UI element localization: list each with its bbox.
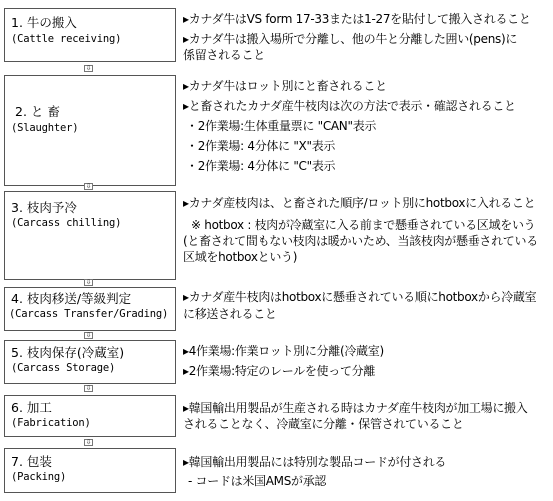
- step-title: 2. と 畜: [15, 104, 60, 119]
- step-subtitle: (Carcass chilling): [11, 217, 122, 229]
- step-subtitle: (Carcass Storage): [11, 362, 116, 374]
- description-line: ▸カナダ牛は搬入場所で分離し、他の牛と分離した囲い(pens)に: [183, 32, 518, 46]
- description-line: ▸韓国輸出用製品には特別な製品コードが付される: [183, 455, 447, 469]
- description-line: に移送されること: [183, 307, 277, 321]
- description-line: されることなく、冷蔵室に分離・保管されていること: [183, 417, 464, 431]
- step-title: 4. 枝肉移送/等級判定: [11, 291, 132, 306]
- step-title: 5. 枝肉保存(冷蔵室): [11, 345, 125, 360]
- step-title: 6. 加工: [11, 400, 52, 415]
- step-box-receiving: [4, 8, 176, 62]
- description-line: - コードは米国AMSが承認: [188, 474, 327, 488]
- step-box-packing: [4, 448, 176, 493]
- description-line: ・2作業場: 4分体に "X"表示: [186, 139, 336, 153]
- step-box-fabrication: [4, 395, 176, 437]
- step-box-slaughter: [4, 75, 176, 186]
- description-line: ▸カナダ牛はロット別にと畜されること: [183, 79, 387, 93]
- description-line: ・2作業場: 4分体に "C"表示: [186, 159, 336, 173]
- description-line: ・2作業場:生体重量票に "CAN"表示: [186, 119, 377, 133]
- down-arrow-icon: ⇩: [85, 64, 92, 72]
- down-arrow-icon: ⇩: [85, 182, 92, 190]
- description-line: ▸カナダ牛はVS form 17-33または1-27を貼付して搬入されること: [183, 12, 531, 26]
- down-arrow-icon: ⇩: [85, 438, 92, 446]
- step-subtitle: (Packing): [11, 471, 67, 483]
- description-line: ▸4作業場:作業ロット別に分離(冷蔵室): [183, 344, 384, 358]
- description-line: ▸2作業場:特定のレールを使って分離: [183, 364, 376, 378]
- step-box-chilling: [4, 191, 176, 280]
- step-title: 3. 枝肉予冷: [11, 200, 77, 215]
- step-subtitle: (Carcass Transfer/Grading): [9, 308, 169, 320]
- step-box-storage: [4, 340, 176, 384]
- step-subtitle: (Slaughter): [11, 122, 79, 134]
- step-title: 7. 包装: [11, 454, 52, 469]
- description-line: ▸と畜されたカナダ産牛枝肉は次の方法で表示・確認されること: [183, 99, 516, 113]
- step-box-transfer-grading: [4, 287, 176, 331]
- description-line: ▸韓国輸出用製品が生産される時はカナダ産牛枝肉が加工場に搬入: [183, 401, 528, 415]
- description-line: 係留されること: [183, 48, 265, 62]
- description-line: ▸カナダ産枝肉は、と畜された順序/ロット別にhotboxに入れること: [183, 196, 536, 210]
- step-title: 1. 牛の搬入: [11, 15, 77, 30]
- down-arrow-icon: ⇩: [85, 278, 92, 286]
- description-line: (と畜されて間もない枝肉は暖かいため、当該枝肉が懸垂されている: [183, 234, 538, 248]
- down-arrow-icon: ⇩: [85, 331, 92, 339]
- down-arrow-icon: ⇩: [85, 384, 92, 392]
- step-subtitle: (Cattle receiving): [11, 33, 122, 45]
- description-line: 区域をhotboxという): [183, 250, 298, 264]
- description-line: ▸カナダ産牛枝肉はhotboxに懸垂されている順にhotboxから冷蔵室: [183, 290, 537, 304]
- description-line: ※ hotbox : 枝肉が冷蔵室に入る前まで懸垂されている区域をいう: [191, 218, 536, 232]
- step-subtitle: (Fabrication): [11, 417, 91, 429]
